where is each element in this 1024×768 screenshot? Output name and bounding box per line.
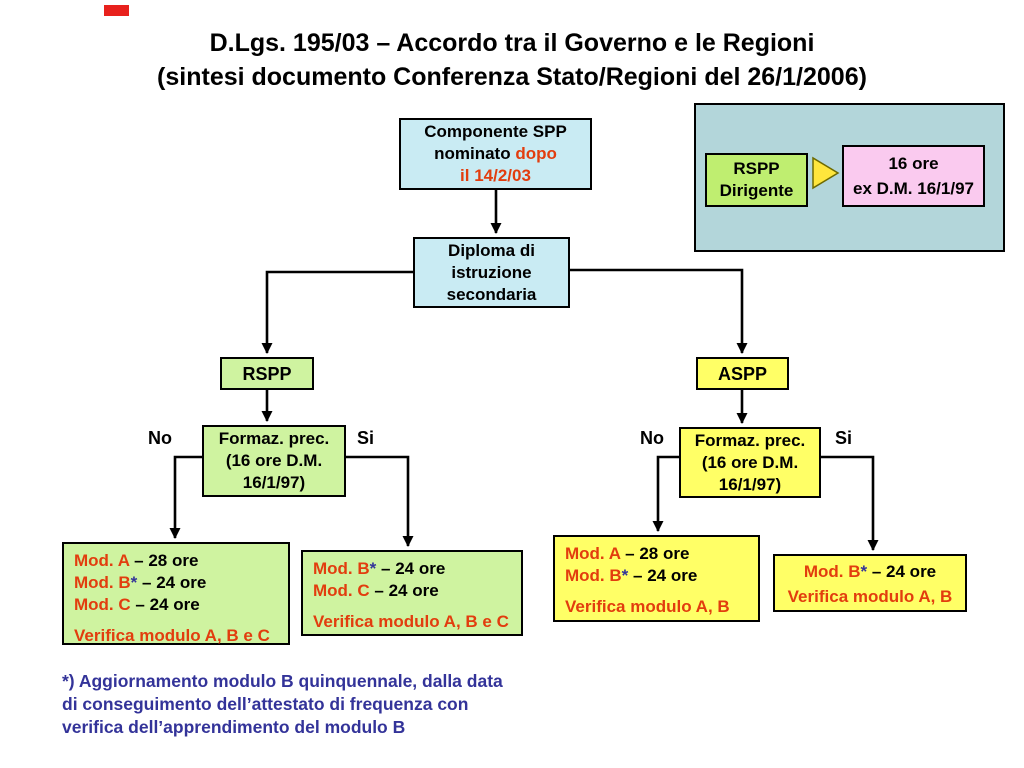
node-rspp: RSPP [220,357,314,390]
legend-rspp-dirigente: RSPP Dirigente [705,153,808,207]
node-formaz-prec-right: Formaz. prec. (16 ore D.M. 16/1/97) [679,427,821,498]
footnote: *) Aggiornamento modulo B quinquennale, dalla data di conseguimento dell’attestato di frequenza con verifica dell’apprendimento del modulo B [62,671,503,737]
verifica-line: Verifica modulo A, B e C [74,626,270,645]
result-box-rspp-no [62,542,290,645]
mod-line: Mod. A – 28 ore [74,551,199,570]
slide-title-line2: (sintesi documento Conferenza Stato/Regioni del 26/1/2006) [157,63,867,91]
mod-line: Mod. A – 28 ore [565,544,690,563]
verifica-line: Verifica modulo A, B [565,597,730,616]
mod-line: Mod. B* – 24 ore [313,559,446,578]
legend-16-ore: 16 ore ex D.M. 16/1/97 [842,145,985,207]
componente-line2: nominato dopo [434,144,557,163]
mod-line: Mod. C – 24 ore [313,581,439,600]
mod-line: Mod. B* – 24 ore [803,562,937,581]
verifica-line: Verifica modulo A, B e C [313,612,509,631]
label-no-left: No [148,428,172,448]
slide-title [0,26,1024,94]
result-box-aspp-no [553,535,760,622]
componente-line1: Componente SPP [424,122,567,141]
node-componente-spp [399,118,592,190]
mod-line: Mod. B* – 24 ore [74,573,207,592]
verifica-line: Verifica modulo A, B [787,587,953,606]
componente-line3: il 14/2/03 [460,166,531,185]
arrow-right-triangle-icon [811,156,841,195]
node-diploma: Diploma di istruzione secondaria [413,237,570,308]
red-accent-bar [104,5,129,16]
mod-line: Mod. B* – 24 ore [565,566,698,585]
label-no-right: No [640,428,664,448]
slide-title-line1: D.Lgs. 195/03 – Accordo tra il Governo e le Regioni [209,29,815,57]
result-box-rspp-si [301,550,523,636]
result-box-aspp-si [773,554,967,612]
node-aspp: ASPP [696,357,789,390]
mod-line: Mod. C – 24 ore [74,595,200,614]
label-si-left: Si [357,428,375,448]
label-si-right: Si [835,428,853,448]
node-formaz-prec-left: Formaz. prec. (16 ore D.M. 16/1/97) [202,425,346,497]
